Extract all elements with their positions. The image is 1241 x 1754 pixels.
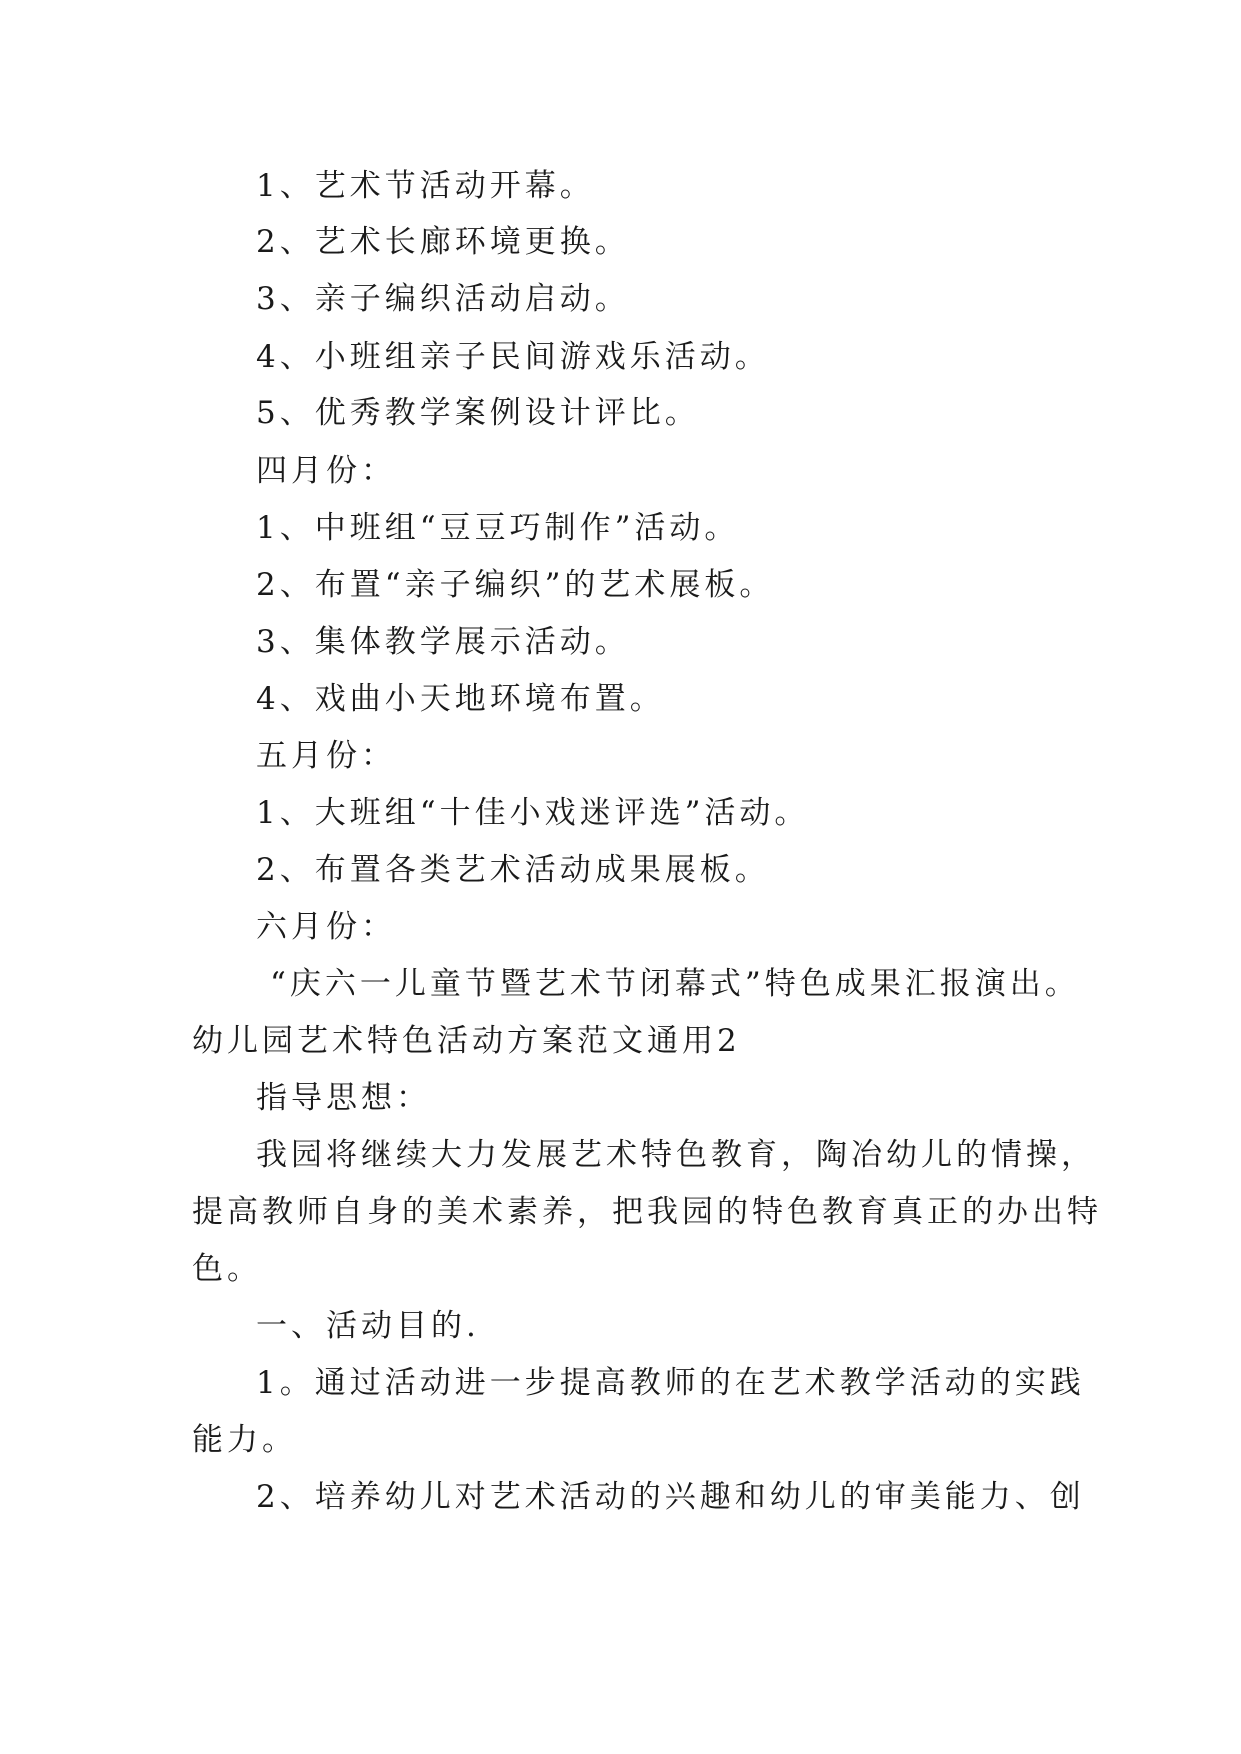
paragraph: 能力。 [192,1422,297,1458]
section-heading-may: 五月份： [256,738,396,774]
list-item: 1。通过活动进一步提高教师的在艺术教学活动的实践 [256,1365,1085,1401]
list-item: 4、戏曲小天地环境布置。 [256,681,665,717]
list-item: 4、小班组亲子民间游戏乐活动。 [256,339,770,375]
paragraph: 我园将继续大力发展艺术特色教育，陶冶幼儿的情操， [256,1137,1096,1173]
list-item: 2、培养幼儿对艺术活动的兴趣和幼儿的审美能力、创 [256,1479,1085,1515]
list-item: 3、集体教学展示活动。 [256,624,630,660]
section-heading-april: 四月份： [256,453,396,489]
list-item: 2、艺术长廊环境更换。 [256,224,630,260]
section-heading-guiding-thought: 指导思想： [256,1080,431,1116]
document-title: 幼儿园艺术特色活动方案范文通用2 [192,1023,741,1059]
section-heading-purpose: 一、活动目的. [256,1308,480,1344]
list-item: 1、大班组“十佳小戏迷评选”活动。 [256,795,810,831]
list-item: 2、布置各类艺术活动成果展板。 [256,852,770,888]
list-item: 1、艺术节活动开幕。 [256,168,595,204]
list-item: 1、中班组“豆豆巧制作”活动。 [256,510,740,546]
list-item: 3、亲子编织活动启动。 [256,281,630,317]
section-heading-june: 六月份： [256,909,396,945]
paragraph: 提高教师自身的美术素养，把我园的特色教育真正的办出特 [192,1194,1102,1230]
list-item: 5、优秀教学案例设计评比。 [256,395,700,431]
paragraph: 色。 [192,1251,262,1287]
paragraph: “庆六一儿童节暨艺术节闭幕式”特色成果汇报演出。 [270,966,1080,1002]
list-item: 2、布置“亲子编织”的艺术展板。 [256,567,775,603]
